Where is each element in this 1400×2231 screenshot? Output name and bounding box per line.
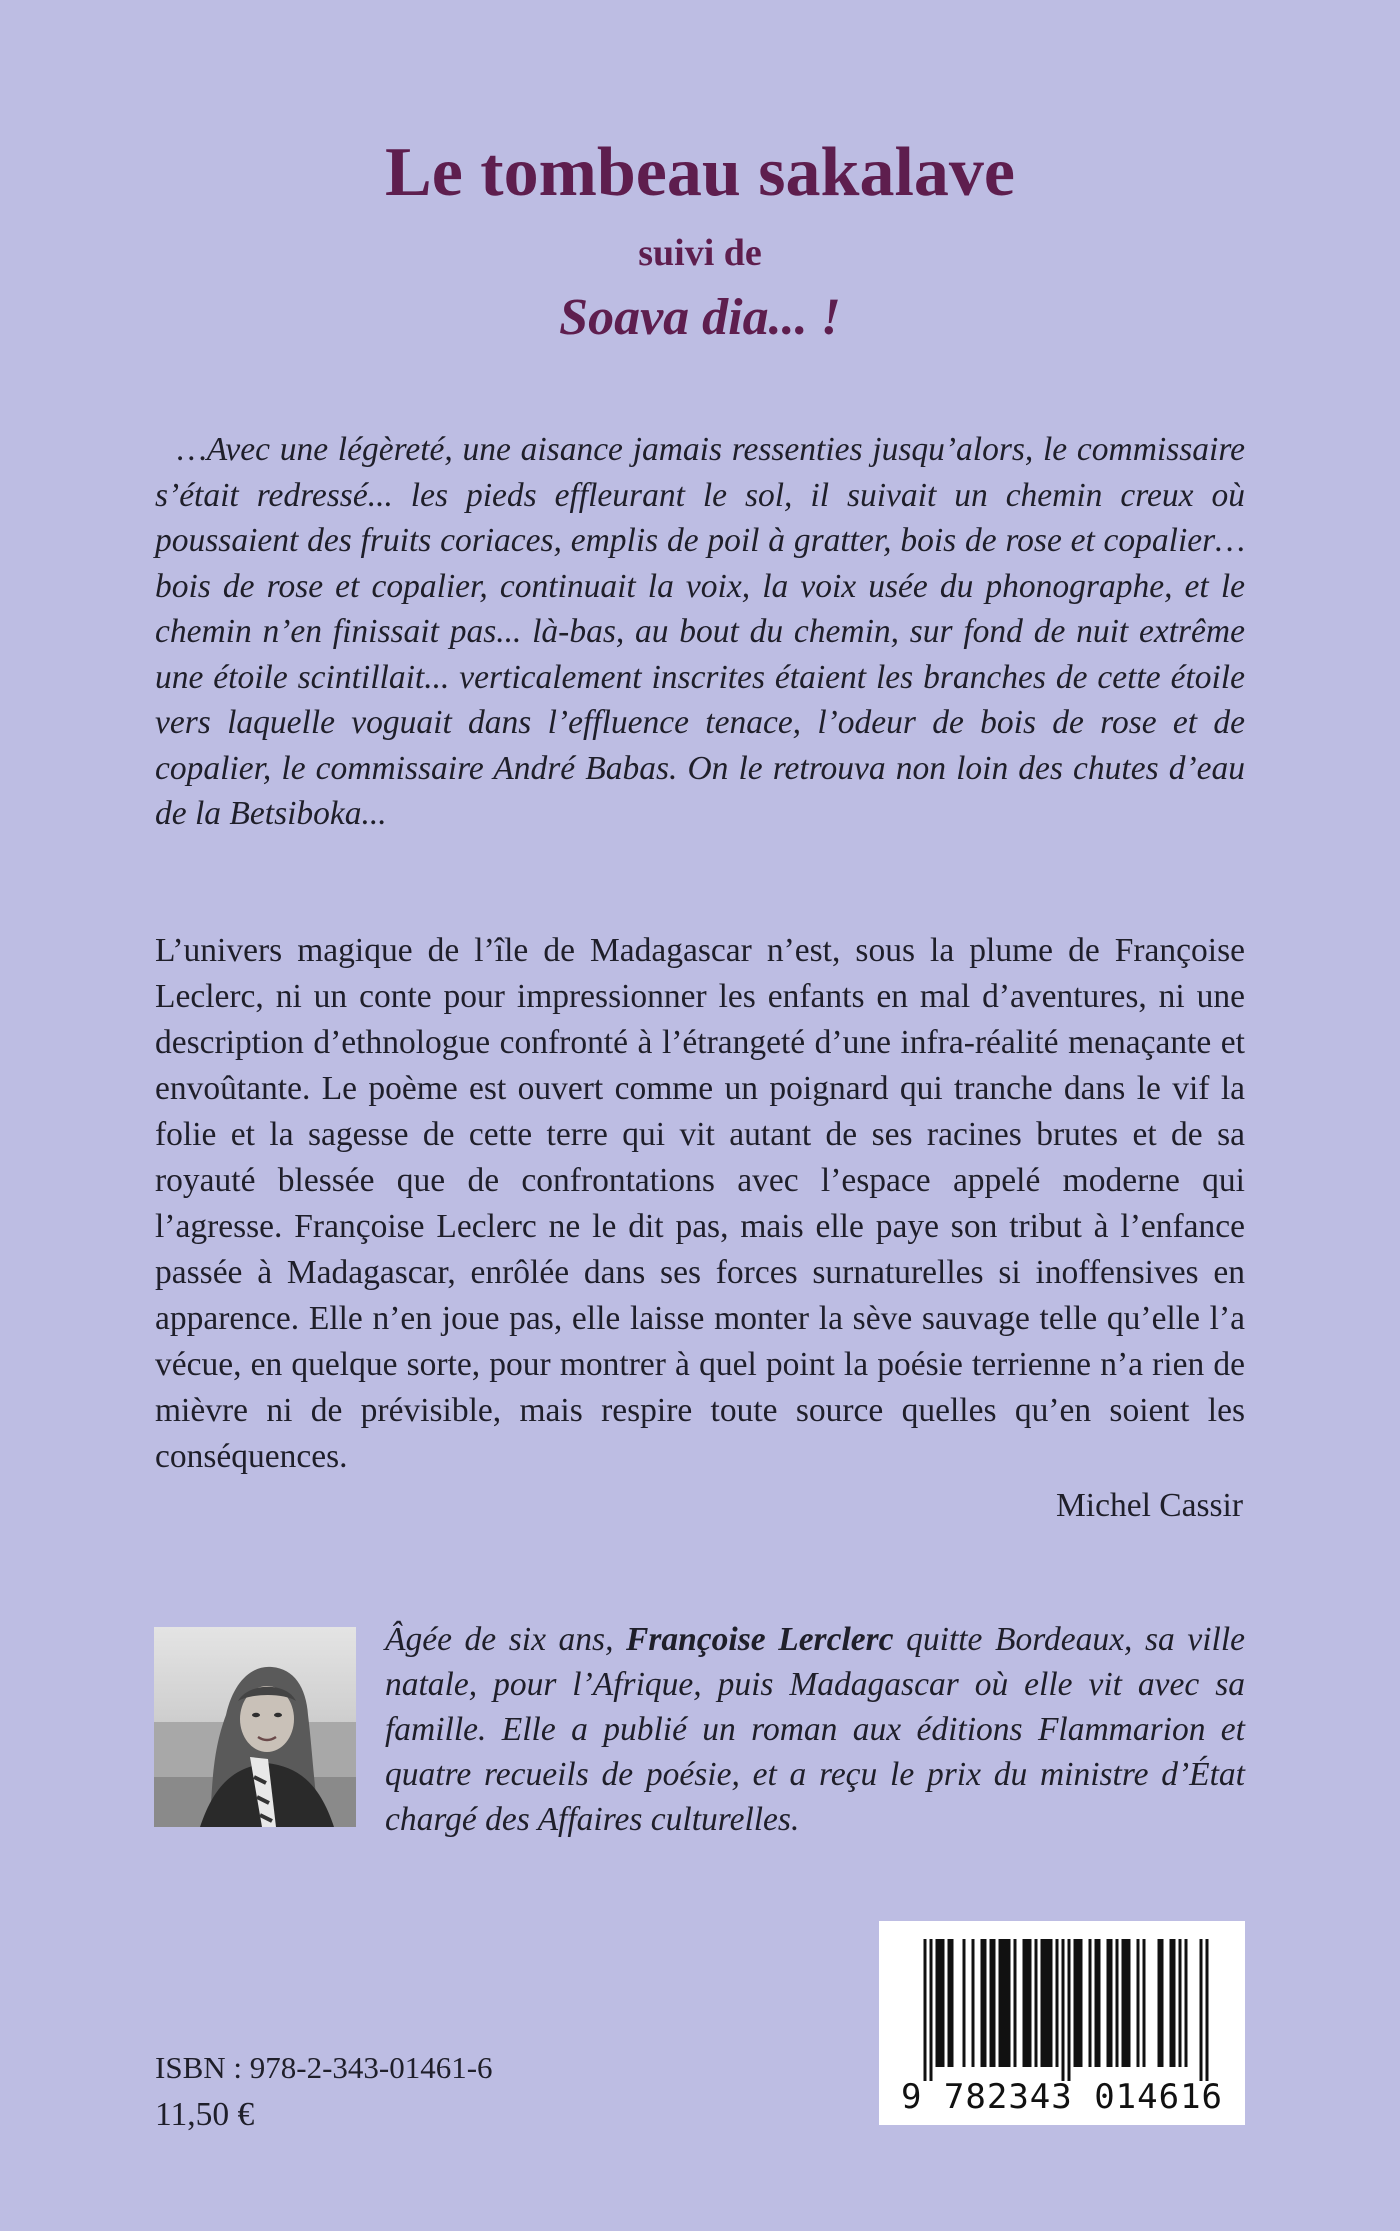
review-paragraph: L’univers magique de l’île de Madagascar n’est, sous la plume de Françoise Leclerc, ni un conte pour impressionner les enfants en mal d’aventures, ni une description d’ethnologue confronté à l’étrangeté d’une infra-réalité menaçante et envoûtante. Le poème est ouvert comme un poignard qui tranche dans le vif la folie et la sagesse de cette terre qui vit autant de ses racines brutes et de sa royauté blessée que de confrontations avec l’espace appelé moderne qui l’agresse. Françoise Leclerc ne le dit pas, mais elle paye son tribut à l’enfance passée à Madagascar, enrôlée dans ses forces surnaturelles si inoffensives en apparence. Elle n’en joue pas, elle laisse monter la sève sauvage telle qu’elle l’a vécue, en quelque sorte, pour montrer à quel point la poésie terrienne n’a rien de mièvre ni de prévisible, mais respire toute source quelles qu’en soient les conséquences.: [155, 932, 1245, 1475]
barcode-bar: [1056, 1939, 1059, 2067]
barcode-bar: [1023, 1939, 1026, 2067]
barcode-bar: [1035, 1939, 1038, 2067]
barcode-bar: [984, 1939, 987, 2067]
barcode-bar: [1098, 1939, 1101, 2067]
barcode-bar: [1116, 1939, 1119, 2067]
barcode-bar: [1173, 1939, 1176, 2067]
barcode-bar: [1080, 1939, 1083, 2067]
barcode-bar: [1014, 1939, 1017, 2067]
barcode-bars: [879, 1939, 1245, 2081]
barcode-bar: [1050, 1939, 1053, 2067]
isbn-number: ISBN : 978-2-343-01461-6: [155, 2050, 493, 2085]
barcode-bar: [1044, 1939, 1047, 2067]
barcode-bar: [1137, 1939, 1140, 2067]
barcode-bar: [990, 1939, 993, 2067]
author-name: Françoise Lerclerc: [626, 1621, 894, 1658]
barcode-bar: [1002, 1939, 1005, 2067]
barcode-bar: [1047, 1939, 1050, 2067]
barcode-bar: [1026, 1939, 1029, 2067]
bio-text: quitte Bordeaux, sa ville natale, pour l’Afrique, puis Madagascar où elle vit avec sa famille. Elle a publié un roman aux éditions Flammarion et quatre recueils de poésie, et a reçu le prix du ministre d’État chargé des Affaires culturelles.: [385, 1621, 1245, 1838]
barcode-bar: [1143, 1939, 1146, 2067]
barcode-bar: [963, 1939, 966, 2067]
barcode-bar: [1125, 1939, 1128, 2067]
barcode-bar: [1008, 1939, 1011, 2067]
barcode-bar: [972, 1939, 975, 2067]
barcode-bar: [1005, 1939, 1008, 2067]
barcode-bar: [1029, 1939, 1032, 2067]
barcode-bar: [1158, 1939, 1161, 2067]
barcode-bar: [1041, 1939, 1044, 2067]
barcode-bar: [942, 1939, 945, 2067]
bio-intro: Âgée de six ans,: [385, 1621, 627, 1658]
barcode-bar: [1089, 1939, 1092, 2067]
followed-by-label: suivi de: [638, 232, 762, 274]
barcode-bar: [1206, 1939, 1209, 2081]
barcode-bar: [951, 1939, 954, 2067]
barcode-bar: [1107, 1939, 1110, 2067]
review-signature: Michel Cassir: [1055, 1487, 1243, 1524]
barcode-bar: [930, 1939, 933, 2081]
barcode-bar: [924, 1939, 927, 2081]
barcode-bar: [939, 1939, 942, 2067]
barcode-bar: [948, 1939, 951, 2067]
barcode-bar: [1074, 1939, 1077, 2067]
barcode-bar: [1200, 1939, 1203, 2081]
author-photo: [154, 1627, 356, 1827]
barcode-bar: [1185, 1939, 1188, 2067]
excerpt-paragraph: …Avec une légèreté, une aisance jamais ressenties jusqu’alors, le commissaire s’était redressé... les pieds effleurant le sol, il suivait un chemin creux où poussaient des fruits coriaces, emplis de poil à gratter, bois de rose et copalier… bois de rose et copalier, continuait la voix, la voix usée du phonographe, et le chemin n’en finissait pas... là-bas, au bout du chemin, sur fond de nuit extrême une étoile scintillait... verticalement inscrites étaient les branches de cette étoile vers laquelle voguait dans l’effluence tenace, l’odeur de bois de rose et de copalier, le commissaire André Babas. On le retrouva non loin des chutes d’eau de la Betsiboka...: [155, 431, 1245, 832]
barcode-bar: [1161, 1939, 1164, 2067]
barcode-bar: [993, 1939, 996, 2067]
barcode-bar: [936, 1939, 939, 2067]
barcode-bar: [1062, 1939, 1065, 2081]
book-price: 11,50 €: [155, 2096, 255, 2133]
barcode-bar: [1068, 1939, 1071, 2081]
barcode-bar: [981, 1939, 984, 2067]
barcode: [879, 1921, 1245, 2125]
barcode-bar: [1122, 1939, 1125, 2067]
barcode-bar: [999, 1939, 1002, 2067]
barcode-digits: 9 782343 014616: [900, 2077, 1224, 2117]
barcode-bar: [1128, 1939, 1131, 2067]
barcode-bar: [1095, 1939, 1098, 2067]
author-bio: [385, 1617, 1245, 1842]
barcode-bar: [1170, 1939, 1173, 2067]
barcode-bar: [1077, 1939, 1080, 2067]
author-portrait-image: [154, 1627, 356, 1827]
book-subtitle: Soava dia... !: [559, 289, 841, 346]
book-title: Le tombeau sakalave: [385, 134, 1015, 211]
barcode-bar: [1179, 1939, 1182, 2067]
barcode-bar: [1110, 1939, 1113, 2067]
